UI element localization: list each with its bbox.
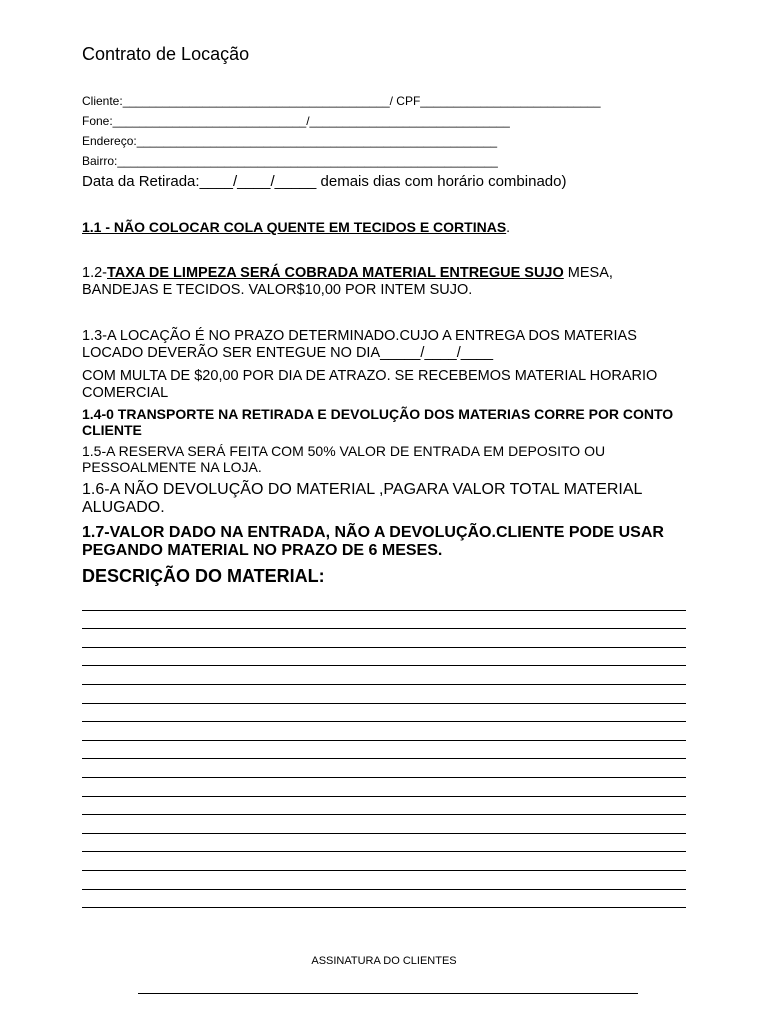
description-line — [82, 741, 686, 760]
clause-1-2-rest: MESA, BANDEJAS E TECIDOS. VALOR$10,00 POR INTEM SUJO. — [82, 265, 613, 298]
clause-1-1 — [82, 219, 692, 236]
clause-1-2 — [82, 265, 692, 299]
cliente-cpf-field: Cliente:________________________________________/ CPF___________________________ — [82, 94, 601, 108]
description-lines — [82, 592, 686, 908]
description-line — [82, 759, 686, 778]
description-line — [82, 815, 686, 834]
data-retirada-field: Data da Retirada:____/____/_____ demais dias com horário combinado) — [82, 173, 567, 190]
clause-1-3-multa: COM MULTA DE $20,00 POR DIA DE ATRAZO. SE RECEBEMOS MATERIAL HORARIO COMERCIAL — [82, 368, 658, 401]
clause-1-1-period: . — [506, 219, 511, 235]
clause-1-5: 1.5-A RESERVA SERÁ FEITA COM 50% VALOR DE ENTRADA EM DEPOSITO OU PESSOALMENTE NA LOJA. — [82, 443, 606, 475]
description-line — [82, 852, 686, 871]
clause-1-7: 1.7-VALOR DADO NA ENTRADA, NÃO A DEVOLUÇÃO.CLIENTE PODE USAR PEGANDO MATERIAL NO PRAZO DE 6 MESES. — [82, 524, 664, 559]
signature-label: ASSINATURA DO CLIENTES — [311, 955, 457, 967]
bairro-field: Bairro:_________________________________________________________ — [82, 154, 498, 168]
clause-1-1-text: 1.1 - NÃO COLOCAR COLA QUENTE EM TECIDOS E CORTINAS — [82, 219, 507, 235]
clause-1-2-prefix: 1.2- — [82, 265, 107, 281]
clause-1-4: 1.4-0 TRANSPORTE NA RETIRADA E DEVOLUÇÃO DOS MATERIAS CORRE POR CONTO CLIENTE — [82, 406, 674, 438]
description-line — [82, 592, 686, 611]
signature-line — [138, 993, 638, 994]
description-heading: DESCRIÇÃO DO MATERIAL: — [82, 566, 325, 586]
fone-field: Fone:_____________________________/______________________________ — [82, 114, 510, 128]
description-line — [82, 871, 686, 890]
description-line — [82, 666, 686, 685]
description-line — [82, 778, 686, 797]
description-line — [82, 797, 686, 816]
clause-1-6: 1.6-A NÃO DEVOLUÇÃO DO MATERIAL ,PAGARA VALOR TOTAL MATERIAL ALUGADO. — [82, 481, 642, 516]
description-line — [82, 834, 686, 853]
clause-1-2-bold: TAXA DE LIMPEZA SERÁ COBRADA MATERIAL ENTREGUE SUJO — [107, 265, 564, 281]
endereco-field: Endereço:______________________________________________________ — [82, 134, 498, 148]
clause-1-3: 1.3-A LOCAÇÃO É NO PRAZO DETERMINADO.CUJO A ENTREGA DOS MATERIAS LOCADO DEVERÃO SER ENTEGUE NO DIA_____/____/____ — [82, 328, 637, 361]
description-line — [82, 890, 686, 909]
description-line — [82, 704, 686, 723]
description-line — [82, 611, 686, 630]
description-line — [82, 629, 686, 648]
description-line — [82, 648, 686, 667]
description-line — [82, 685, 686, 704]
description-line — [82, 722, 686, 741]
page-title: Contrato de Locação — [82, 44, 250, 64]
